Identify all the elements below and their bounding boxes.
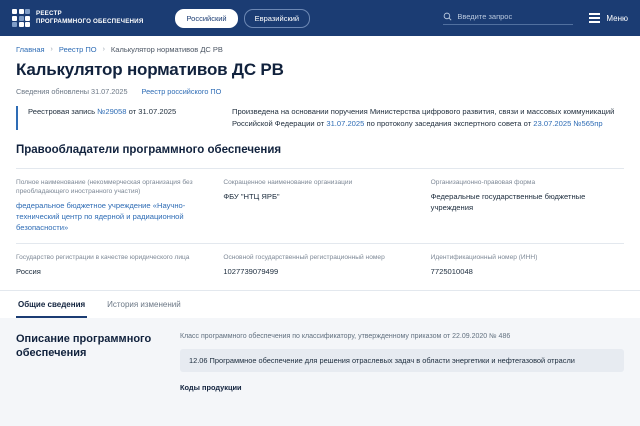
tab-bar xyxy=(0,290,640,318)
description-heading: Описание программного обеспечения xyxy=(16,333,152,359)
record-suffix: от 31.07.2025 xyxy=(126,107,177,116)
registry-logo-icon xyxy=(12,9,30,27)
field-full-name xyxy=(16,178,209,233)
site-logo[interactable] xyxy=(12,9,143,27)
field-label: Государство регистрации в качестве юридического лица xyxy=(16,254,190,261)
field-value[interactable]: федеральное бюджетное учреждение «Научно-технический центр по ядерной и радиационной безопасности» xyxy=(16,201,186,232)
field-short-name xyxy=(223,178,416,233)
breadcrumb-separator: › xyxy=(102,46,105,53)
field-value: Федеральные государственные бюджетные учреждения xyxy=(430,192,586,212)
holders-section-title: Правообладатели программного обеспечения xyxy=(16,144,282,156)
breadcrumb-item-current: Калькулятор нормативов ДС РВ xyxy=(110,45,223,54)
record-text-1: Произведена на основании поручения Министерства цифрового развития, связи и массовых коммуникаций Российской Федерации от xyxy=(232,107,615,128)
registry-record-callout xyxy=(16,106,624,130)
breadcrumb-item-registry[interactable]: Реестр ПО xyxy=(58,45,97,54)
page-subline xyxy=(0,80,640,96)
field-label: Организационно-правовая форма xyxy=(430,179,536,186)
header-right xyxy=(443,12,628,25)
hamburger-icon xyxy=(589,13,600,23)
record-date-link[interactable]: 31.07.2025 xyxy=(326,119,365,128)
menu-label: Меню xyxy=(606,13,628,23)
updated-text: Сведения обновлены 31.07.2025 xyxy=(16,87,128,96)
record-left xyxy=(28,106,218,130)
tab-change-history[interactable]: История изменений xyxy=(107,300,181,309)
menu-button[interactable] xyxy=(589,13,628,23)
site-header xyxy=(0,0,640,36)
search-placeholder: Введите запрос xyxy=(457,11,513,21)
description-content xyxy=(180,332,624,426)
search-input[interactable] xyxy=(443,12,573,25)
field-label: Идентификационный номер (ИНН) xyxy=(430,254,538,261)
field-label: Полное наименование (некоммерческая организация без преобладающего иностранного участия) xyxy=(16,179,193,195)
pill-russian[interactable]: Российский xyxy=(175,9,237,28)
registry-switch xyxy=(175,9,310,28)
breadcrumb xyxy=(0,36,640,58)
grid-divider xyxy=(16,243,624,244)
holders-grid xyxy=(16,168,624,277)
field-value: 1027739079499 xyxy=(223,267,279,276)
software-description-panel xyxy=(0,318,640,426)
page-title: Калькулятор нормативов ДС РВ xyxy=(16,60,284,79)
registry-link[interactable]: Реестр российского ПО xyxy=(141,87,222,96)
record-text-2: по протоколу заседания экспертного совета от xyxy=(364,119,534,128)
breadcrumb-separator: › xyxy=(50,46,53,53)
field-label: Основной государственный регистрационный номер xyxy=(223,254,385,261)
pill-eurasian[interactable]: Евразийский xyxy=(244,9,310,28)
search-icon xyxy=(443,12,452,21)
codes-label: Коды продукции xyxy=(180,383,242,392)
field-country xyxy=(16,253,209,277)
class-value-box: 12.06 Программное обеспечение для решения отраслевых задач в области энергетики и нефтегазовой отрасли xyxy=(180,349,624,372)
logo-line-1: РЕЕСТР xyxy=(36,10,62,18)
logo-text xyxy=(36,10,143,25)
field-ogrn xyxy=(223,253,416,277)
field-value: Россия xyxy=(16,267,41,276)
field-inn xyxy=(431,253,624,277)
field-value: 7725010048 xyxy=(430,267,473,276)
class-caption: Класс программного обеспечения по классификатору, утвержденному приказом от 22.09.2020 № 486 xyxy=(180,333,511,340)
record-right xyxy=(232,106,624,130)
breadcrumb-item-home[interactable]: Главная xyxy=(16,45,45,54)
record-prefix: Реестровая запись xyxy=(28,107,98,116)
logo-line-2: ПРОГРАММНОГО ОБЕСПЕЧЕНИЯ xyxy=(36,18,144,25)
field-value: ФБУ "НТЦ ЯРБ" xyxy=(223,192,280,201)
field-label: Сокращенное наименование организации xyxy=(223,179,353,186)
field-legal-form xyxy=(431,178,624,233)
record-protocol-link[interactable]: 23.07.2025 №565пр xyxy=(533,119,603,128)
record-number-link[interactable]: №29058 xyxy=(97,107,127,116)
tab-general-info[interactable]: Общие сведения xyxy=(16,291,87,318)
